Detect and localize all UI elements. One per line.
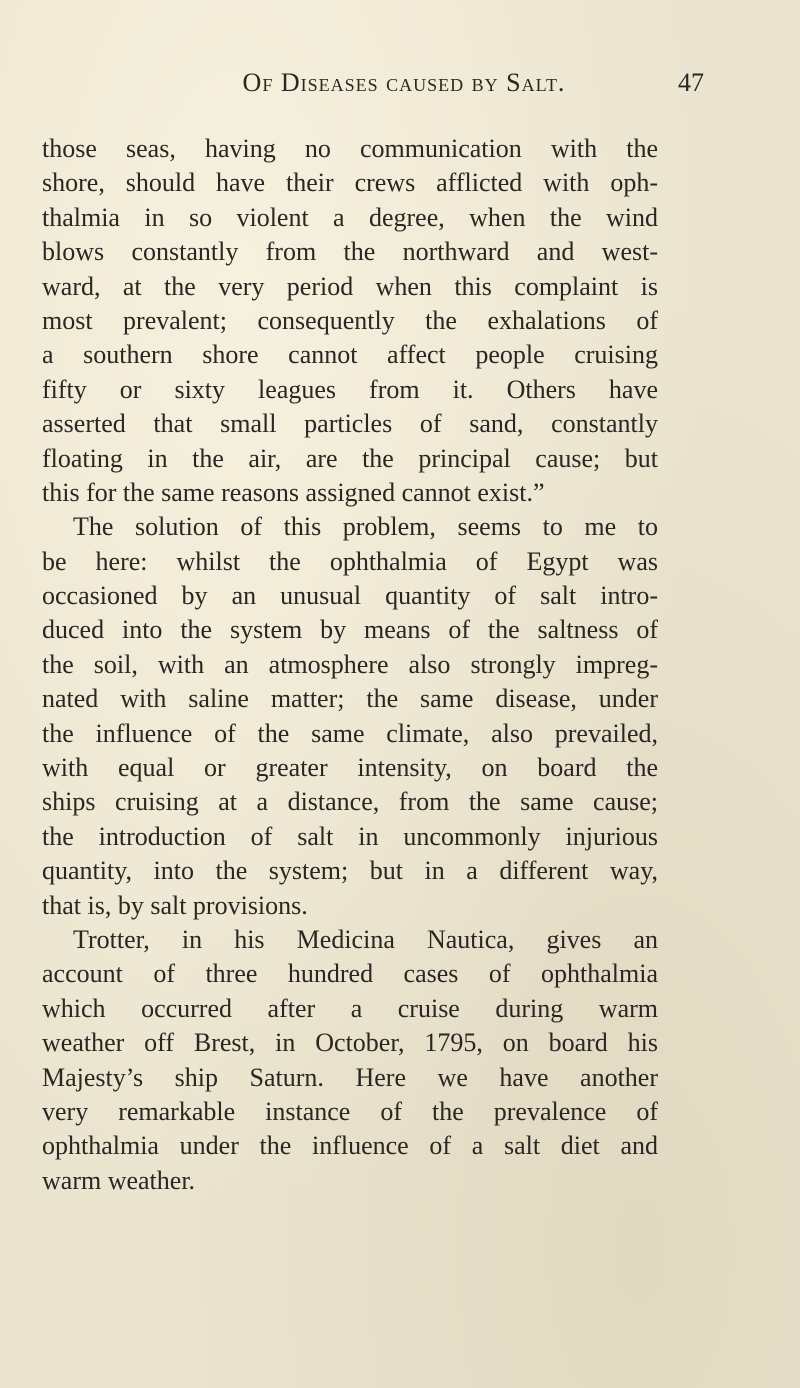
text-line: most prevalent; consequently the exhalations of (42, 305, 658, 335)
text-line: account of three hundred cases of ophthalmia (42, 959, 658, 989)
text-line: be here: whilst the ophthalmia of Egypt was (42, 546, 658, 576)
text-line: quantity, into the system; but in a different way, (42, 856, 658, 886)
paragraph-start-line: Trotter, in his Medicina Nautica, gives an (73, 924, 658, 954)
text-line: duced into the system by means of the saltness of (42, 615, 658, 645)
text-line: weather off Brest, in October, 1795, on board his (42, 1028, 658, 1058)
running-title: Of Diseases caused by Salt. (242, 68, 566, 97)
running-head (104, 68, 704, 104)
text-line: which occurred after a cruise during warm (42, 993, 658, 1023)
text-line: occasioned by an unusual quantity of salt intro- (42, 581, 658, 611)
text-line: nated with saline matter; the same disease, under (42, 684, 658, 714)
paragraph-start-line: The solution of this problem, seems to me to (73, 512, 658, 542)
text-line: with equal or greater intensity, on board the (42, 753, 658, 783)
paragraph-end-line: warm weather. (42, 1165, 196, 1195)
text-line: very remarkable instance of the prevalence of (42, 1096, 658, 1126)
text-line: the influence of the same climate, also prevailed, (42, 718, 658, 748)
page-number: 47 (678, 68, 704, 97)
text-line: thalmia in so violent a degree, when the wind (42, 202, 658, 232)
text-line: floating in the air, are the principal cause; but (42, 443, 658, 473)
text-line: a southern shore cannot affect people cruising (42, 340, 658, 370)
text-line: shore, should have their crews afflicted with oph- (42, 168, 658, 198)
text-line: ophthalmia under the influence of a salt diet and (42, 1131, 658, 1161)
text-line: Majesty’s ship Saturn. Here we have another (42, 1062, 658, 1092)
text-line: the introduction of salt in uncommonly injurious (42, 821, 658, 851)
body-text (42, 132, 658, 1198)
text-line: fifty or sixty leagues from it. Others have (42, 374, 658, 404)
text-line: those seas, having no communication with the (42, 134, 658, 163)
text-line: ships cruising at a distance, from the same cause; (42, 787, 658, 817)
text-line: blows constantly from the northward and west- (42, 237, 658, 267)
text-line: asserted that small particles of sand, constantly (42, 409, 658, 439)
text-line: the soil, with an atmosphere also strongly impreg- (42, 649, 658, 679)
text-line: ward, at the very period when this complaint is (42, 271, 658, 301)
paragraph-end-line: this for the same reasons assigned cannot exist.” (42, 477, 545, 507)
paragraph-end-line: that is, by salt provisions. (42, 890, 308, 920)
